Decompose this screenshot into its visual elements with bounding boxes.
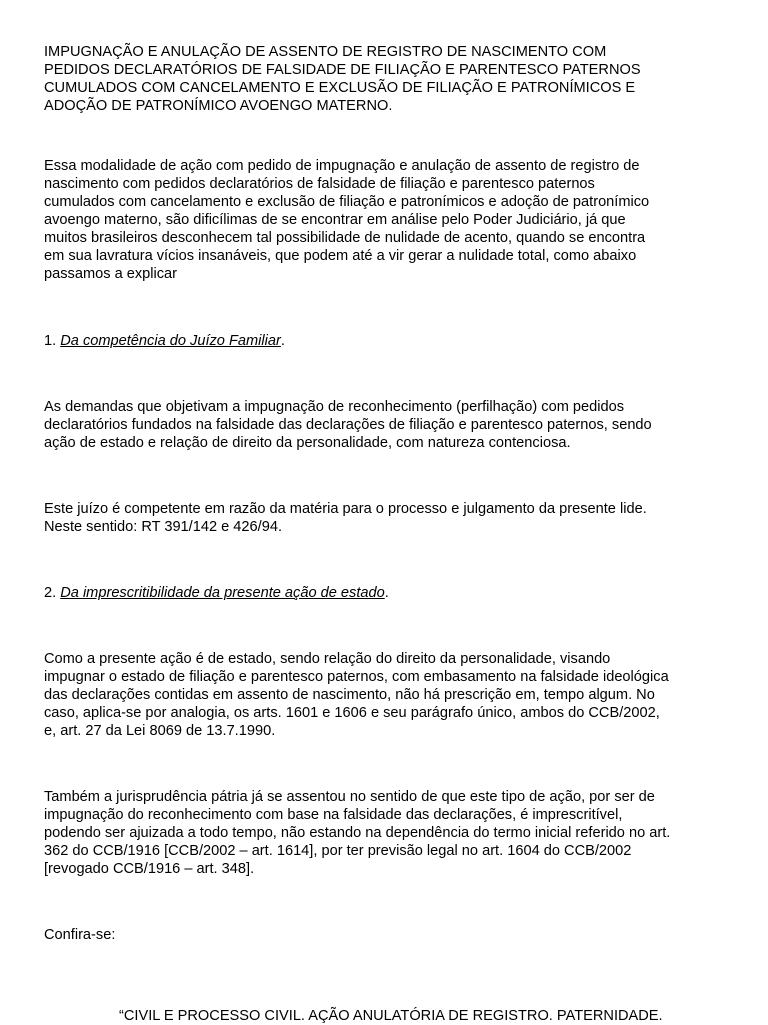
section-2-paragraph-1: Como a presente ação é de estado, sendo relação do direito da personalidade, visando impugnar o estado de filiação e parentesco paternos, com embasamento na falsidade ideológica das declarações contidas em assento de nascimento, não há prescrição em, tempo algum. No caso, aplica-se por analogia, os arts. 1601 e 1606 e seu parágrafo único, ambos do CCB/2002, e, art. 27 da Lei 8069 de 13.7.1990. <box>44 651 669 739</box>
spacer <box>44 283 734 332</box>
document-page <box>44 43 734 944</box>
spacer <box>44 350 734 398</box>
spacer <box>44 452 734 500</box>
jurisprudence-quote-start: “CIVIL E PROCESSO CIVIL. AÇÃO ANULATÓRIA DE REGISTRO. PATERNIDADE. <box>119 1008 663 1024</box>
section-1-title: Da competência do Juízo Familiar <box>60 333 281 349</box>
intro-paragraph: Essa modalidade de ação com pedido de impugnação e anulação de assento de registro de nascimento com pedidos declaratórios de falsidade de filiação e parentesco paternos cumulados com cancelamento e exclusão de filiação e patronímicos e adoção de patronímico avoengo materno, são dificílimas de se encontrar em análise pelo Poder Judiciário, já que muitos brasileiros desconhecem tal possibilidade de nulidade de acento, quando se encontra em sua lavratura vícios insanáveis, que podem até a vir gerar a nulidade total, como abaixo passamos a explicar <box>44 158 650 282</box>
section-1-paragraph-1: As demandas que objetivam a impugnação de reconhecimento (perfilhação) com pedidos declaratórios fundados na falsidade das declarações de filiação e parentesco paternos, sendo ação de estado e relação de direito da personalidade, com natureza contenciosa. <box>44 399 652 451</box>
section-1-period: . <box>280 333 285 349</box>
section-2-heading <box>44 584 734 602</box>
spacer <box>44 878 734 926</box>
section-2-paragraph-2: Também a jurisprudência pátria já se assentou no sentido de que este tipo de ação, por ser de impugnação do reconhecimento com base na falsidade das declarações, é imprescritível, podendo ser ajuizada a todo tempo, não estando na dependência do termo inicial referido no art. 362 do CCB/1916 [CCB/2002 – art. 1614], por ter previsão legal no art. 1604 do CCB/2002 [revogado CCB/1916 – art. 348]. <box>44 789 671 877</box>
spacer <box>44 115 734 157</box>
section-2-title: Da imprescritibilidade da presente ação de estado <box>60 585 385 601</box>
section-2-number: 2. <box>44 585 61 601</box>
section-2-period: . <box>384 585 389 601</box>
section-1-heading <box>44 332 734 350</box>
spacer <box>44 740 734 788</box>
section-1-number: 1. <box>44 333 61 349</box>
section-1-paragraph-2: Este juízo é competente em razão da matéria para o processo e julgamento da presente lide. Neste sentido: RT 391/142 e 426/94. <box>44 501 647 535</box>
document-title: IMPUGNAÇÃO E ANULAÇÃO DE ASSENTO DE REGISTRO DE NASCIMENTO COM PEDIDOS DECLARATÓRIOS DE FALSIDADE DE FILIAÇÃO E PARENTESCO PATERNOS CUMULADOS COM CANCELAMENTO E EXCLUSÃO DE FILIAÇÃO E PATRONÍMICOS E ADOÇÃO DE PATRONÍMICO AVOENGO MATERNO. <box>44 44 641 114</box>
spacer <box>44 536 734 584</box>
confira-label: Confira-se: <box>44 927 116 943</box>
spacer <box>44 602 734 650</box>
